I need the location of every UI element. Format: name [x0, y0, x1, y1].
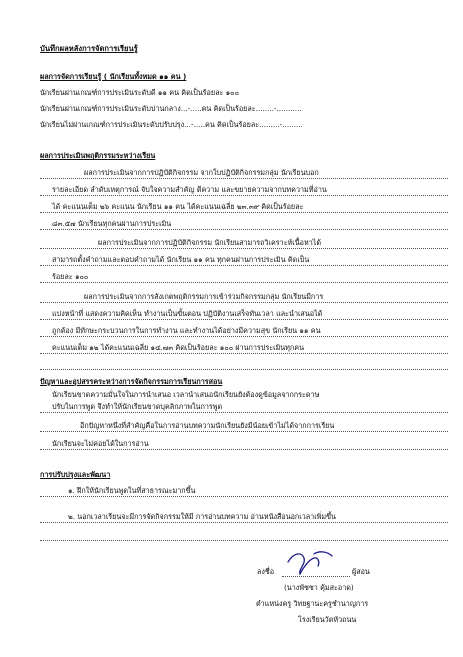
behavior-p2-line: ร้อยละ ๑๐๐ — [52, 272, 89, 281]
dotted-line — [40, 248, 448, 249]
behavior-p3-line: แบ่งหน้าที่ แสดงความคิดเห็น ทำงานเป็นขั้นตอน ปฏิบัติงานเสร็จทันเวลา และนำเสนอได้ — [52, 309, 323, 318]
behavior-p3-line: ผลการประเมินจากการสังเกตพฤติกรรมการเข้าร่วมกิจกรรมกลุ่ม นักเรียนมีการ — [84, 292, 324, 301]
improve-item-1: ๑. ฝึกให้นักเรียนพูดในที่สาธารณะมากขึ้น — [68, 486, 196, 495]
dotted-line — [40, 282, 448, 283]
dotted-line — [40, 319, 448, 320]
signer-school: โรงเรียนวัดหัวถนน — [298, 615, 357, 624]
behavior-p1-line: รายละเอียด ลำดับเหตุการณ์ จับใจความสำคัญ ตีความ และขยายความจากบทความที่อ่าน — [52, 185, 327, 194]
dotted-line — [40, 353, 448, 354]
behavior-p3-line: ถูกต้อง มีทักษะกระบวนการในการทำงาน และทำงานได้อย่างมีความสุข นักเรียน ๑๑ คน — [52, 326, 321, 335]
behavior-p1-line: ผลการประเมินจากการปฏิบัติกิจกรรม จากใบปฏิบัติกิจกรรมกลุ่ม นักเรียนบอก — [84, 168, 319, 177]
problems-line: อีกปัญหาหนึ่งที่สำคัญคือในการอ่านบทความนักเรียนยังมีน้อยเข้าไม่ได้จากการเรียน — [80, 421, 335, 430]
improve-item-2: ๒. นอกเวลาเรียนจะมีการจัดกิจกรรมให้มี การอ่านบทความ อ่านหนังสือนอกเวลาเพิ่มขึ้น — [68, 512, 336, 521]
dotted-line — [40, 195, 448, 196]
signer-name: (นางพัชชา คุ้มสะอาด) — [284, 583, 354, 592]
result-line-medium: นักเรียนผ่านเกณฑ์การประเมินระดับปานกลาง...-.....คน คิดเป็นร้อยละ........-........... — [40, 104, 302, 113]
sign-prefix: ลงชื่อ — [257, 567, 275, 576]
behavior-p1-line: ได้ คะแนนเต็ม ๒๖ คะแนน นักเรียน ๑๑ คน ได้คะแนนเฉลี่ย ๒๓.๓๙ คิดเป็นร้อยละ — [52, 202, 304, 211]
dotted-line — [40, 178, 448, 179]
result-line-good: นักเรียนผ่านเกณฑ์การประเมินระดับดี ๑๑ คน คิดเป็นร้อยละ ๑๐๐ — [40, 88, 239, 97]
behavior-p2-line: ผลการประเมินจากการปฏิบัติกิจกรรม นักเรียนสามารถวิเคราะห์เนื้อหาได้ — [98, 238, 322, 247]
problems-line: นักเรียนจะไม่ค่อยได้ในการอ่าน — [52, 439, 149, 448]
behavior-p1-line: ๘๓.๕๗ นักเรียนทุกคนผ่านการประเมิน — [52, 219, 172, 228]
problems-line: นักเรียนขาดความมั่นใจในการนำเสนอ เวลานำเสนอนักเรียนยังต้องดูข้อมูลจากกระดาษ — [52, 390, 320, 399]
dotted-line — [40, 496, 448, 497]
result-line-fail: นักเรียนไม่ผ่านเกณฑ์การประเมินระดับปรับปรุง...-.....คน คิดเป็นร้อยละ.........-......... — [40, 120, 303, 129]
dotted-line — [40, 540, 448, 541]
handwritten-signature — [284, 548, 336, 578]
result-heading: ผลการจัดการเรียนรู้ ( นักเรียนทั้งหมด ๑๑ คน ) — [40, 72, 187, 81]
sign-suffix: ผู้สอน — [352, 567, 370, 576]
dotted-line — [40, 229, 448, 230]
dotted-line — [40, 522, 448, 523]
improve-heading: การปรับปรุงและพัฒนา — [40, 470, 111, 479]
problems-line: ปรับในการพูด จึงทำให้นักเรียนขาดบุคลิกภาพในการพูด — [52, 402, 223, 411]
behavior-heading: ผลการประเมินพฤติกรรมระหว่างเรียน — [40, 151, 156, 160]
problems-heading: ปัญหาและอุปสรรคระหว่างการจัดกิจกรรมการเรียนการสอน — [40, 377, 223, 386]
behavior-p3-line: คะแนนเต็ม ๑๒ ได้คะแนนเฉลี่ย ๑๔.๗๓ คิดเป็นร้อยละ ๑๐๐ ผ่านการประเมินทุกคน — [52, 343, 304, 352]
document-title: บันทึกผลหลังการจัดการเรียนรู้ — [40, 44, 138, 53]
behavior-p2-line: สามารถตั้งคำถามและตอบคำถามได้ นักเรียน ๑๑ คน ทุกคนผ่านการประเมิน คิดเป็น — [52, 255, 310, 264]
dotted-line — [40, 449, 448, 450]
dotted-line — [40, 265, 448, 266]
signer-position: ตำแหน่งครู วิทยฐานะครูชำนาญการ — [256, 599, 369, 608]
dotted-line — [40, 212, 448, 213]
dotted-line — [40, 302, 448, 303]
dotted-line — [40, 412, 448, 413]
dotted-line — [40, 369, 448, 370]
dotted-line — [40, 431, 448, 432]
dotted-line — [40, 336, 448, 337]
